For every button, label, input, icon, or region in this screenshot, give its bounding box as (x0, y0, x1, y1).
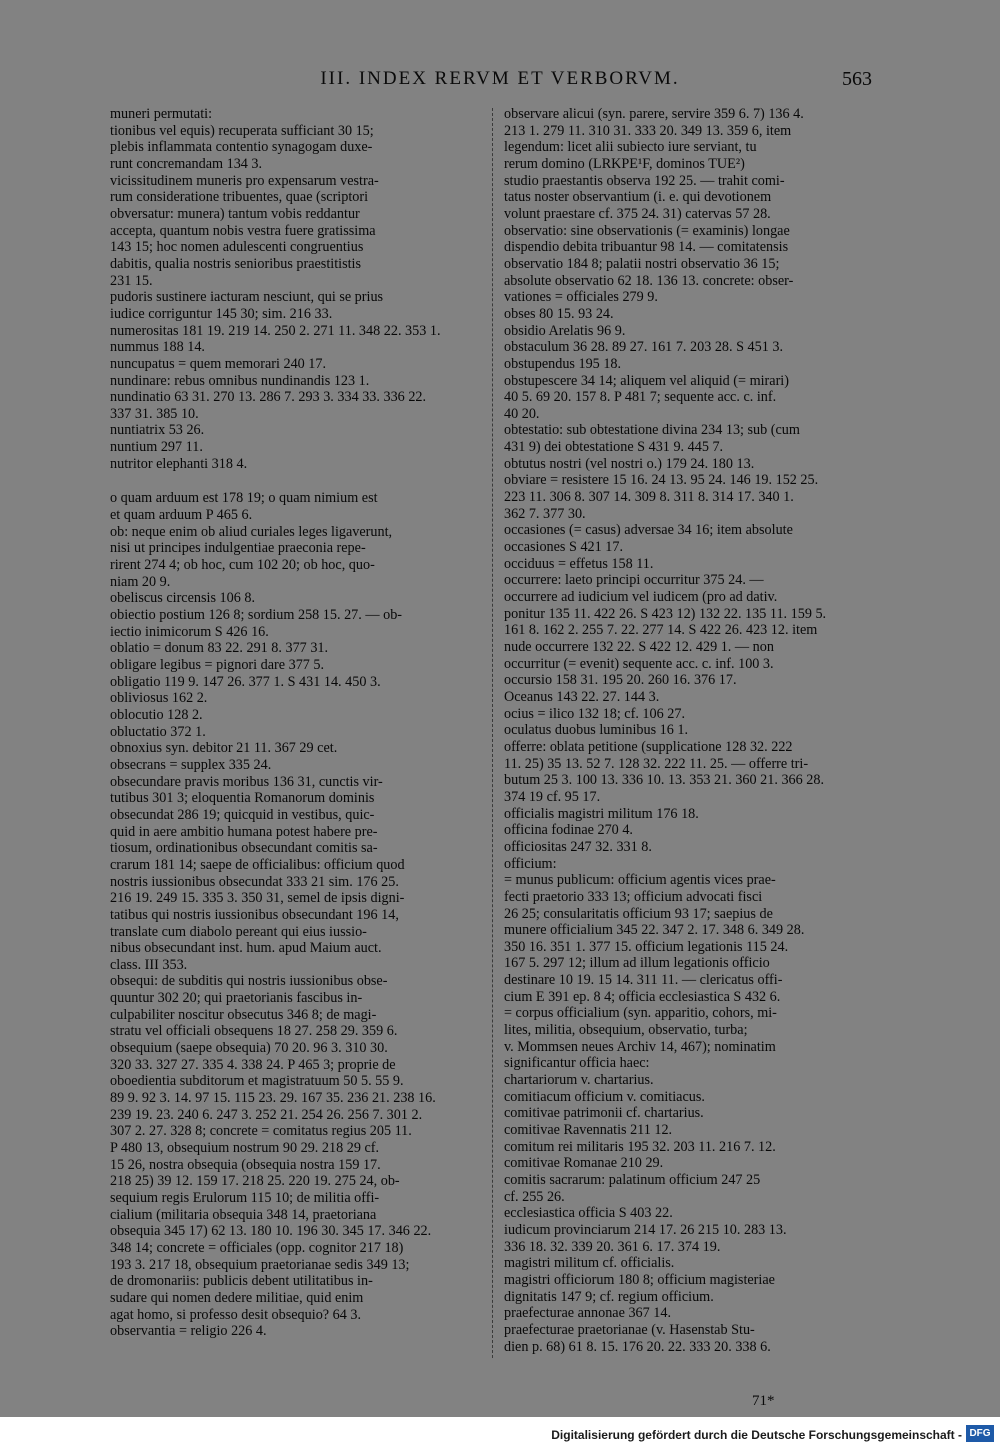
index-line: tatus noster observantium (i. e. qui devotionem (504, 189, 772, 206)
index-line: nundinare: rebus omnibus nundinandis 123 1. (110, 372, 370, 389)
index-line: obversatur: munera) tantum vobis reddantur (110, 205, 360, 222)
index-line: 336 18. 32. 339 20. 361 6. 17. 374 19. (504, 1238, 721, 1255)
index-line: stratu vel officiali obsequens 18 27. 258 29. 359 6. (110, 1023, 398, 1040)
index-line: chartariorum v. chartarius. (504, 1072, 654, 1089)
index-line: = corpus officialium (syn. apparitio, cohors, mi- (504, 1005, 777, 1022)
index-line: nutritor elephanti 318 4. (110, 455, 248, 472)
index-line: nummus 188 14. (110, 339, 205, 356)
index-line: vicissitudinem muneris pro expensarum vestra- (110, 172, 379, 189)
index-line: accepta, quantum nobis vestra fuere gratissima (110, 222, 376, 239)
index-line: obtestatio: sub obtestatione divina 234 13; sub (cum (504, 422, 800, 439)
index-line: officialis magistri militum 176 18. (504, 805, 699, 822)
index-line: comitum rei militaris 195 32. 203 11. 216 7. 12. (504, 1138, 776, 1155)
index-line: occasiones S 421 17. (504, 539, 624, 556)
index-line: ob: neque enim ob aliud curiales leges ligaverunt, (110, 523, 393, 540)
index-line: obligare legibus = pignori dare 377 5. (110, 657, 325, 673)
index-line: absolute observatio 62 18. 136 13. concrete: obser- (504, 272, 794, 289)
index-line: dispendio debita tribuantur 98 14. — comitatensis (504, 239, 789, 256)
index-line: quid in aere ambitio humana potest habere pre- (110, 823, 378, 840)
index-line: comitivae Romanae 210 29. (504, 1155, 664, 1172)
index-line: tiosum, ordinationibus obsecundant comitis sa- (110, 840, 378, 857)
index-line: 348 14; concrete = officiales (opp. cognitor 217 18) (110, 1239, 404, 1256)
index-line: dabitis, qualia nostris senioribus praestitistis (110, 255, 362, 272)
index-line: observare alicui (syn. parere, servire 359 6. 7) 136 4. (504, 106, 804, 122)
index-line: nude occurrere 132 22. S 422 12. 429 1. — non (504, 639, 774, 655)
index-line: obstupescere 34 14; aliquem vel aliquid (= mirari) (504, 372, 789, 389)
index-line: obnoxius syn. debitor 21 11. 367 29 cet. (110, 740, 338, 757)
index-line: fecti praetorio 333 13; officium advocati fisci (504, 888, 763, 905)
index-line: pudoris sustinere iacturam nesciunt, qui se prius (110, 289, 384, 306)
index-line: oboedientia subditorum et magistratuum 50 5. 55 9. (110, 1073, 404, 1090)
index-line: 374 19 cf. 95 17. (504, 788, 601, 805)
index-line: 307 2. 27. 328 8; concrete = comitatus regius 205 11. (110, 1123, 412, 1140)
index-line: 320 33. 327 27. 335 4. 338 24. P 465 3; proprie de (110, 1056, 396, 1073)
index-line: obviare = resistere 15 16. 24 13. 95 24. 146 19. 152 25. (504, 472, 819, 489)
funding-notice: Digitalisierung gefördert durch die Deutsche Forschungsgemeinschaft - (551, 1428, 962, 1442)
index-line: 231 15. (110, 272, 153, 289)
index-line: obstupendus 195 18. (504, 355, 622, 372)
index-line: rum consideratione tribuentes, quae (scriptori (110, 189, 369, 206)
index-line: iudice corriguntur 145 30; sim. 216 33. (110, 305, 333, 322)
index-line: obiectio postium 126 8; sordium 258 15. 27. — ob- (110, 607, 403, 624)
index-line: oculatus duobus luminibus 16 1. (504, 722, 689, 739)
index-line: 337 31. 385 10. (110, 405, 199, 422)
index-line: Oceanus 143 22. 27. 144 3. (504, 688, 660, 705)
index-line: legendum: licet alii subiecto iure serviant, tu (504, 139, 757, 156)
index-line: destinare 10 19. 15 14. 311 11. — clericatus offi- (504, 972, 783, 989)
index-line: observatio 184 8; palatii nostri observatio 36 15; (504, 255, 780, 272)
left-column (110, 106, 482, 1340)
index-line: 239 19. 23. 240 6. 247 3. 252 21. 254 26. 256 7. 301 2. (110, 1106, 423, 1123)
index-line: obses 80 15. 93 24. (504, 305, 614, 322)
index-line: tionibus vel equis) recuperata sufficiant 30 15; (110, 122, 374, 139)
index-line: nisi ut principes indulgentiae praeconia repe- (110, 540, 366, 557)
index-line: runt concremandam 134 3. (110, 155, 263, 172)
index-line: obsecrans = supplex 335 24. (110, 756, 272, 773)
index-line: iudicum provinciarum 214 17. 26 215 10. 283 13. (504, 1221, 787, 1238)
index-line: officium: (504, 855, 557, 872)
index-line: 26 25; consularitatis officium 93 17; saepius de (504, 905, 773, 922)
index-line: comitiacum officium v. comitiacus. (504, 1088, 705, 1105)
index-line: 161 8. 162 2. 255 7. 22. 277 14. S 422 26. 423 12. item (504, 622, 818, 639)
right-column (504, 106, 876, 1355)
index-line: butum 25 3. 100 13. 336 10. 13. 353 21. 360 21. 366 28. (504, 772, 825, 789)
index-line: 362 7. 377 30. (504, 505, 586, 522)
index-line: lites, militia, obsequium, observatio, turba; (504, 1022, 748, 1039)
index-line: ocius = ilico 132 18; cf. 106 27. (504, 705, 685, 722)
index-line: praefecturae praetorianae (v. Hasenstab Stu- (504, 1321, 755, 1338)
index-line: obsecundare pravis moribus 136 31, cunctis vir- (110, 773, 383, 790)
index-line: significantur officia haec: (504, 1055, 650, 1072)
index-line: = munus publicum: officium agentis vices prae- (504, 872, 776, 889)
index-line: occurrere: laeto principi occurritur 375 24. — (504, 572, 764, 589)
index-line: obstaculum 36 28. 89 27. 161 7. 203 28. S 451 3. (504, 339, 784, 356)
index-line: comitis sacrarum: palatinum officium 247 25 (504, 1172, 761, 1188)
index-line: obsidio Arelatis 96 9. (504, 322, 626, 339)
index-line: 167 5. 297 12; illum ad illum legationis officio (504, 955, 770, 972)
index-line: dien p. 68) 61 8. 15. 176 20. 22. 333 20. 338 6. (504, 1338, 771, 1355)
running-title: III. INDEX RERVM ET VERBORVM. (320, 68, 680, 89)
index-line: numerositas 181 19. 219 14. 250 2. 271 11. 348 22. 353 1. (110, 322, 441, 339)
index-line: comitivae patrimonii cf. chartarius. (504, 1105, 704, 1122)
index-line: rerum domino (LRKPE¹F, dominos TUE²) (504, 155, 745, 172)
index-line: rirent 274 4; ob hoc, cum 102 20; ob hoc, quo- (110, 557, 375, 574)
index-line: sudare qui nomen dedere militiae, quid enim (110, 1289, 364, 1306)
index-line: obluctatio 372 1. (110, 723, 206, 740)
index-line: sequium regis Erulorum 115 10; de militia offi- (110, 1190, 380, 1206)
index-line: culpabiliter noscitur obsecutus 346 8; de magi- (110, 1006, 377, 1023)
index-line: nibus obsecundant inst. hum. apud Maium auct. (110, 940, 382, 957)
index-line: obsecundat 286 19; quicquid in vestibus, quic- (110, 806, 375, 823)
index-line: occiduus = effetus 158 11. (504, 555, 654, 572)
index-line: occurrere ad iudicium vel iudicem (pro ad dativ. (504, 589, 778, 606)
index-line: translate cum diabolo pereant qui eius iussio- (110, 923, 367, 940)
index-line: agat homo, si professo desit obsequio? 64 3. (110, 1306, 362, 1323)
index-line: cialium (militaria obsequia 348 14, praetoriana (110, 1206, 377, 1223)
index-line: cf. 255 26. (504, 1188, 565, 1205)
index-line: 143 15; hoc nomen adulescenti congruentius (110, 239, 364, 256)
index-line: magistri militum cf. officialis. (504, 1255, 675, 1272)
index-line: 89 9. 92 3. 14. 97 15. 115 23. 29. 167 35. 236 21. 238 16. (110, 1090, 436, 1107)
index-line: officina fodinae 270 4. (504, 822, 633, 839)
index-line: 350 16. 351 1. 377 15. officium legationis 115 24. (504, 938, 789, 955)
page-number: 563 (842, 68, 872, 90)
index-line: nundinatio 63 31. 270 13. 286 7. 293 3. 334 33. 336 22. (110, 389, 427, 406)
index-line: quuntur 302 20; qui praetorianis fascibus in- (110, 990, 363, 1007)
index-line: nuncupatus = quem memorari 240 17. (110, 355, 327, 372)
index-line: observantia = religio 226 4. (110, 1323, 267, 1340)
index-line: comitivae Ravennatis 211 12. (504, 1122, 673, 1139)
index-line: obsequia 345 17) 62 13. 180 10. 196 30. 345 17. 346 22. (110, 1223, 432, 1240)
dfg-logo: DFG (966, 1425, 994, 1442)
index-line: obliviosus 162 2. (110, 690, 208, 707)
index-line: obtutus nostri (vel nostri o.) 179 24. 180 13. (504, 455, 755, 472)
index-line: obeliscus circensis 106 8. (110, 590, 255, 607)
index-line: 193 3. 217 18, obsequium praetorianae sedis 349 13; (110, 1256, 410, 1273)
index-line: 223 11. 306 8. 307 14. 309 8. 311 8. 314 17. 340 1. (504, 489, 794, 506)
index-line: oblatio = donum 83 22. 291 8. 377 31. (110, 640, 329, 657)
index-line: occasiones (= casus) adversae 34 16; item absolute (504, 522, 793, 539)
index-line: vationes = officiales 279 9. (504, 289, 658, 306)
index-line: de dromonariis: publicis debent utilitatibus in- (110, 1273, 373, 1290)
index-line: obligatio 119 9. 147 26. 377 1. S 431 14. 450 3. (110, 673, 381, 690)
index-line: muneri permutati: (110, 106, 213, 122)
index-line: oblocutio 128 2. (110, 706, 203, 723)
index-line: 40 5. 69 20. 157 8. P 481 7; sequente acc. c. inf. (504, 389, 777, 406)
index-line: officiositas 247 32. 331 8. (504, 838, 652, 855)
index-line: obsequium (saepe obsequia) 70 20. 96 3. 310 30. (110, 1040, 388, 1057)
index-line: studio praestantis observa 192 25. — trahit comi- (504, 172, 785, 189)
index-line: crarum 181 14; saepe de officialibus: officium quod (110, 856, 405, 873)
index-line: ecclesiastica officia S 403 22. (504, 1205, 673, 1222)
index-line: occurritur (= evenit) sequente acc. c. inf. 100 3. (504, 655, 774, 672)
index-line: observatio: sine observationis (= examinis) longae (504, 222, 790, 239)
index-line: 15 26, nostra obsequia (obsequia nostra 159 17. (110, 1156, 381, 1173)
index-line: tatibus qui nostris iussionibus obsecundant 196 14, (110, 906, 399, 923)
index-line: class. III 353. (110, 956, 188, 973)
index-line: offerre: oblata petitione (supplicatione 128 32. 222 (504, 738, 793, 755)
index-line: 11. 25) 35 13. 52 7. 128 32. 222 11. 25. — offerre tri- (504, 755, 809, 772)
index-line: magistri officiorum 180 8; officium magisteriae (504, 1271, 775, 1288)
index-line: ponitur 135 11. 422 26. S 423 12) 132 22. 135 11. 159 5. (504, 605, 827, 622)
column-rule (492, 108, 493, 1358)
index-line: nostris iussionibus obsecundat 333 21 sim. 176 25. (110, 873, 399, 890)
section-gap (110, 472, 482, 490)
index-line: praefecturae annonae 367 14. (504, 1305, 672, 1322)
index-line: volunt praestare cf. 375 24. 31) catervas 57 28. (504, 205, 771, 222)
index-line: tutibus 301 3; eloquentia Romanorum dominis (110, 790, 375, 807)
index-line: dignitatis 147 9; cf. regium officium. (504, 1288, 714, 1305)
index-line: 431 9) dei obtestatione S 431 9. 445 7. (504, 439, 724, 456)
index-line: P 480 13, obsequium nostrum 90 29. 218 29 cf. (110, 1140, 380, 1157)
signature-mark: 71* (752, 1393, 775, 1409)
index-line: iectio inimicorum S 426 16. (110, 623, 269, 640)
index-line: 216 19. 249 15. 335 3. 350 31, semel de ipsis digni- (110, 890, 405, 907)
index-line: occursio 158 31. 195 20. 260 16. 376 17. (504, 672, 737, 689)
index-line: 40 20. (504, 405, 540, 422)
index-line: munere officialium 345 22. 347 2. 17. 348 6. 349 28. (504, 922, 805, 939)
index-line: o quam arduum est 178 19; o quam nimium est (110, 490, 378, 507)
index-line: 213 1. 279 11. 310 31. 333 20. 349 13. 359 6, item (504, 122, 792, 139)
index-line: niam 20 9. (110, 573, 171, 590)
index-line: plebis inflammata contentio synagogam duxe- (110, 139, 373, 156)
index-line: obsequi: de subditis qui nostris iussionibus obse- (110, 973, 388, 990)
index-line: v. Mommsen neues Archiv 14, 467); nominatim (504, 1038, 776, 1055)
index-line: nuntiatrix 53 26. (110, 422, 205, 439)
index-line: cium E 391 ep. 8 4; officia ecclesiastica S 432 6. (504, 988, 781, 1005)
index-line: nuntium 297 11. (110, 439, 203, 456)
index-line: 218 25) 39 12. 159 17. 218 25. 220 19. 275 24, ob- (110, 1173, 400, 1190)
index-line: et quam arduum P 465 6. (110, 507, 253, 524)
